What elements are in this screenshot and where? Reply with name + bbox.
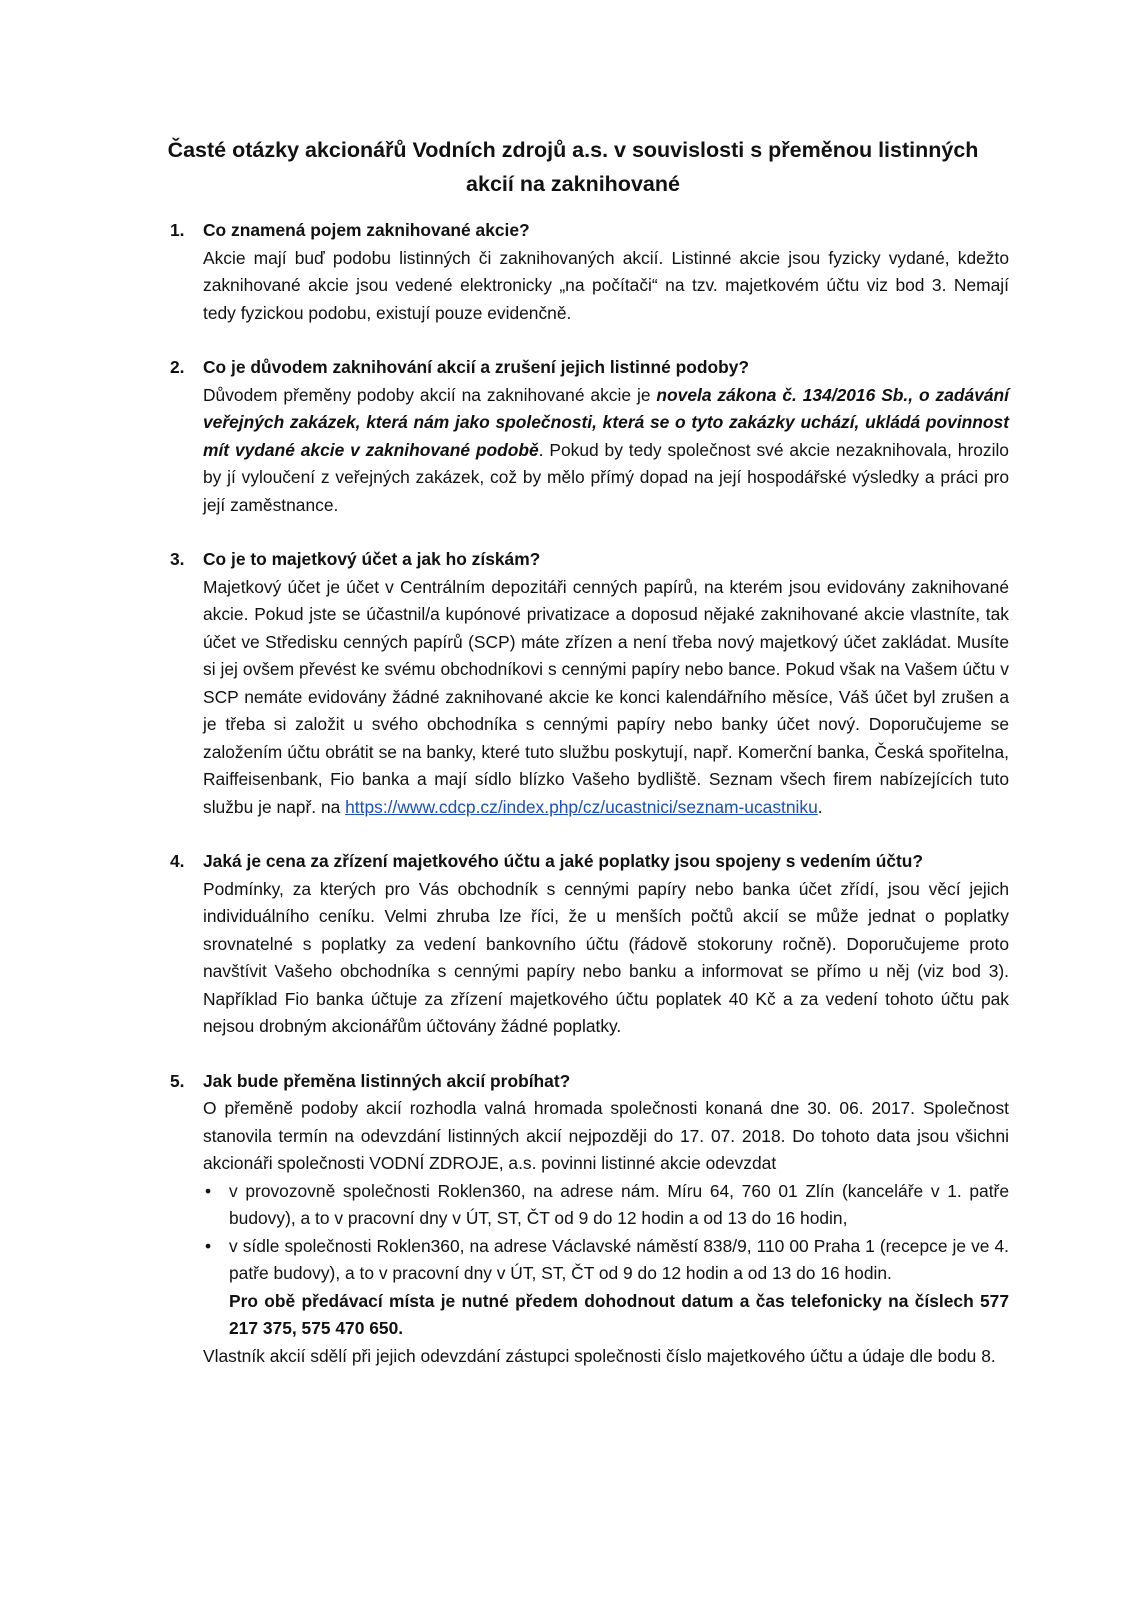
section-number: 2.	[170, 357, 185, 377]
list-item	[203, 1233, 1009, 1343]
page-title	[137, 133, 1009, 201]
answer-text: . Pokud by tedy společnost své akcie nezaknihovala, hrozilo by jí vyloučení z veřejných zakázek, což by mělo přímý dopad na její hospodářské výsledky a práci pro její zaměstnance.	[203, 439, 1009, 515]
answer-text: .	[817, 796, 823, 817]
answer-paragraph: Podmínky, za kterých pro Vás obchodník s cennými papíry nebo banka účet zřídí, jsou věcí jejich individuálního ceníku. Velmi zhruba lze říci, že u menších počtů akcií se může jednat o poplatky srovnatelné s poplatky za vedení bankovního účtu (řádově stokoruny ročně). Doporučujeme proto navštívit Vašeho obchodníka s cennými papíry nebo banku a informovat se přímo u něj (viz bod 3). Například Fio banka účtuje za zřízení majetkového účtu poplatek 40 Kč a za vedení tohoto účtu pak nejsou drobným akcionářům účtovány žádné poplatky.	[203, 878, 1009, 1036]
question-heading: Co je důvodem zaknihování akcií a zrušení jejich listinné podoby?	[203, 357, 749, 377]
list-item-text: v sídle společnosti Roklen360, na adrese Václavské náměstí 838/9, 110 00 Praha 1 (recepce je ve 4. patře budovy), a to v pracovní dny v ÚT, ST, ČT od 9 do 12 hodin a od 13 do 16 hodin.	[229, 1235, 1009, 1283]
closing-paragraph: Vlastník akcií sdělí při jejich odevzdání zástupci společnosti číslo majetkového účtu a údaje dle bodu 8.	[203, 1345, 996, 1366]
section-number: 1.	[170, 220, 185, 240]
answer-paragraph	[203, 574, 1009, 822]
faq-section-2	[137, 354, 1009, 519]
bullet-icon: •	[205, 1180, 212, 1201]
answer-text: Důvodem přeměny podoby akcií na zaknihované akcie je	[203, 384, 657, 405]
appointment-note: Pro obě předávací místa je nutné předem dohodnout datum a čas telefonicky na číslech 577 217 375, 575 470 650.	[229, 1290, 1009, 1338]
question-heading: Co je to majetkový účet a jak ho získám?	[203, 549, 541, 569]
title-line-1: Časté otázky akcionářů Vodních zdrojů a.s. v souvislosti s přeměnou listinných	[167, 138, 979, 162]
handover-locations-list	[203, 1178, 1009, 1343]
question-heading: Co znamená pojem zaknihované akcie?	[203, 220, 530, 240]
answer-paragraph: O přeměně podoby akcií rozhodla valná hromada společnosti konaná dne 30. 06. 2017. Společnost stanovila termín na odevzdání listinných akcií nejpozději do 17. 07. 2018. Do tohoto data jsou všichni akcionáři společnosti VODNÍ ZDROJE, a.s. povinni listinné akcie odevzdat	[203, 1098, 1009, 1173]
section-number: 4.	[170, 851, 185, 871]
faq-section-1	[137, 217, 1009, 327]
answer-paragraph	[203, 382, 1009, 520]
title-line-2: akcií na zaknihované	[466, 172, 680, 196]
answer-text: Majetkový účet je účet v Centrálním depozitáři cenných papírů, na kterém jsou evidovány zaknihované akcie. Pokud jste se účastnil/a kupónové privatizace a doposud nějaké zaknihované akcie vlastníte, tak účet ve Středisku cenných papírů (SCP) máte zřízen a není třeba nový majetkový účet zakládat. Musíte si jej ovšem převést ke svému obchodníkovi s cennými papíry nebo bance. Pokud však na Vašem účtu v SCP nemáte evidovány žádné zaknihované akcie ke konci kalendářního měsíce, Váš účet byl zrušen a je třeba si založit u svého obchodníka s cennými papíry nebo banky účet nový. Doporučujeme se založením účtu obrátit se na banky, které tuto službu poskytují, např. Komerční banka, Česká spořitelna, Raiffeisenbank, Fio banka a mají sídlo blízko Vašeho bydliště. Seznam všech firem nabízejících tuto službu je např. na	[203, 576, 1009, 817]
bullet-icon: •	[205, 1235, 212, 1256]
list-item-text: v provozovně společnosti Roklen360, na adrese nám. Míru 64, 760 01 Zlín (kanceláře v 1. patře budovy), a to v pracovní dny v ÚT, ST, ČT od 9 do 12 hodin a od 13 do 16 hodin,	[229, 1180, 1009, 1228]
section-number: 5.	[170, 1070, 185, 1091]
faq-section-5	[137, 1068, 1009, 1371]
list-item	[203, 1178, 1009, 1233]
participants-list-link[interactable]: https://www.cdcp.cz/index.php/cz/ucastnici/seznam-ucastniku	[345, 796, 818, 817]
question-heading: Jak bude přeměna listinných akcií probíhat?	[203, 1070, 571, 1091]
section-number: 3.	[170, 549, 185, 569]
faq-section-3	[137, 546, 1009, 821]
faq-section-4	[137, 848, 1009, 1041]
law-reference-emphasis: novela zákona č. 134/2016 Sb., o zadávání veřejných zakázek, která nám jako společnosti, která se o tyto zakázky uchází, ukládá povinnost mít vydané akcie v zaknihované podobě	[203, 384, 1010, 460]
answer-paragraph: Akcie mají buď podobu listinných či zaknihovaných akcií. Listinné akcie jsou fyzicky vydané, kdežto zaknihované akcie jsou vedené elektronicky „na počítači“ na tzv. majetkovém účtu viz bod 3. Nemají tedy fyzickou podobu, existují pouze evidenčně.	[203, 247, 1009, 323]
question-heading: Jaká je cena za zřízení majetkového účtu a jaké poplatky jsou spojeny s vedením účtu?	[203, 851, 924, 871]
